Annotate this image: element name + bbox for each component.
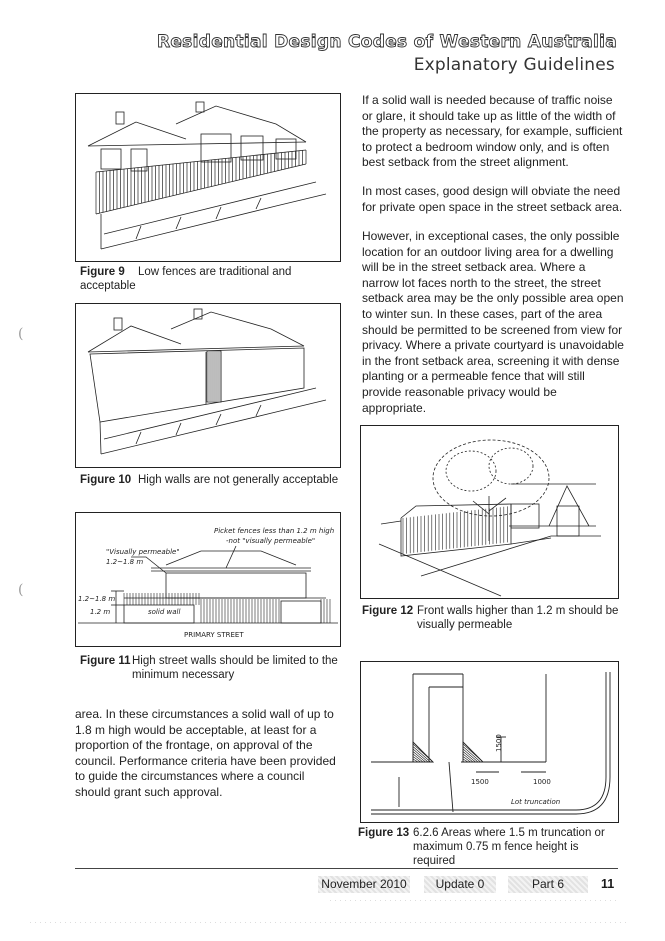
drawing-stroke [413, 747, 431, 763]
figure-11-caption [80, 654, 350, 682]
document-subtitle: Explanatory Guidelines [413, 55, 615, 75]
footer-rule [75, 868, 618, 869]
figure-13-caption [358, 826, 620, 868]
figure-13-text: 6.2.6 Areas where 1.5 m truncation or maximum 0.75 m fence height is required [413, 827, 605, 867]
right-paragraph-3: However, in exceptional cases, the only possible location for an outdoor living area for a dwelling will be in the street setback area. Where a narrow lot faces north to the street, the street setback area may be the only possible area open to winter sun. In these cases, part of the area should be permitted to be screened from view for privacy. Where a private courtyard is unavoidable in the front setback area, screening it with dense planting or a permeable fence that will still provide reasonable privacy would be appropriate. [362, 229, 624, 415]
label-picket-2: -not "visually permeable" [226, 537, 316, 545]
label-1500-horizontal: 1500 [471, 778, 489, 786]
figure-12-drawing [361, 426, 618, 598]
scan-noise [330, 900, 620, 901]
label-visually-1: "Visually permeable" [106, 548, 180, 556]
figure-9-drawing [76, 94, 340, 261]
footer-part: Part 6 [508, 876, 588, 893]
figure-9-image [75, 93, 341, 262]
label-dim-lower: 1.2 m [90, 608, 111, 616]
figure-12-number: Figure 12 [362, 605, 414, 617]
figure-13-number: Figure 13 [358, 827, 410, 839]
right-paragraph-1: If a solid wall is needed because of traffic noise or glare, it should take up as little of the width of the property as necessary, for example, sufficient to protect a bedroom window only, and is often best setback from the street alignment. [362, 93, 623, 170]
right-paragraph-2: In most cases, good design will obviate the need for private open space in the street setback area. [362, 184, 623, 214]
label-dim-upper: 1.2~1.8 m [78, 595, 116, 603]
margin-mark: ( [18, 582, 24, 598]
drawing-stroke [463, 744, 483, 762]
figure-11-image [75, 512, 341, 647]
figure-11-number: Figure 11 [80, 655, 131, 667]
figure-9-text: Low fences are traditional and acceptable [80, 266, 292, 292]
label-visually-2: 1.2~1.8 m [106, 558, 144, 566]
figure-10-drawing [76, 304, 340, 467]
label-lot-truncation: Lot truncation [511, 798, 561, 806]
label-1500-vertical: 1500 [495, 734, 503, 752]
page-number: 11 [601, 877, 615, 891]
drawing-stroke [413, 744, 433, 762]
figure-12-text: Front walls higher than 1.2 m should be visually permeable [417, 605, 619, 631]
figure-13-drawing [361, 662, 618, 822]
footer-date: November 2010 [318, 876, 410, 893]
figure-13-image [360, 661, 619, 823]
scan-noise [30, 922, 630, 923]
figure-9-number: Figure 9 [80, 266, 125, 278]
label-picket-1: Picket fences less than 1.2 m high [214, 527, 335, 535]
left-paragraph: area. In these circumstances a solid wall of up to 1.8 m high would be acceptable, at least for a proportion of the frontage, on approval of the council. Performance criteria have been provided to guide the circumstances where a council should grant such approval. [75, 707, 336, 799]
label-1000: 1000 [533, 778, 551, 786]
document-title: Residential Design Codes of Western Australia [156, 32, 617, 52]
drawing-stroke [463, 754, 473, 762]
figure-12-image [360, 425, 619, 599]
label-solid-wall: solid wall [148, 608, 181, 616]
figure-10-text: High walls are not generally acceptable [138, 474, 339, 486]
figure-12-caption [362, 604, 624, 632]
margin-mark: ( [18, 326, 24, 342]
label-primary-street: PRIMARY STREET [184, 631, 244, 639]
figure-11-text: High street walls should be limited to the minimum necessary [132, 655, 338, 681]
drawing-stroke [413, 754, 423, 762]
drawing-stroke [463, 747, 481, 763]
figure-11-drawing [76, 513, 340, 646]
figure-10-caption [80, 473, 350, 487]
figure-9-caption [80, 265, 350, 293]
figure-10-image [75, 303, 341, 468]
footer-update: Update 0 [424, 876, 496, 893]
figure-10-number: Figure 10 [80, 474, 132, 486]
